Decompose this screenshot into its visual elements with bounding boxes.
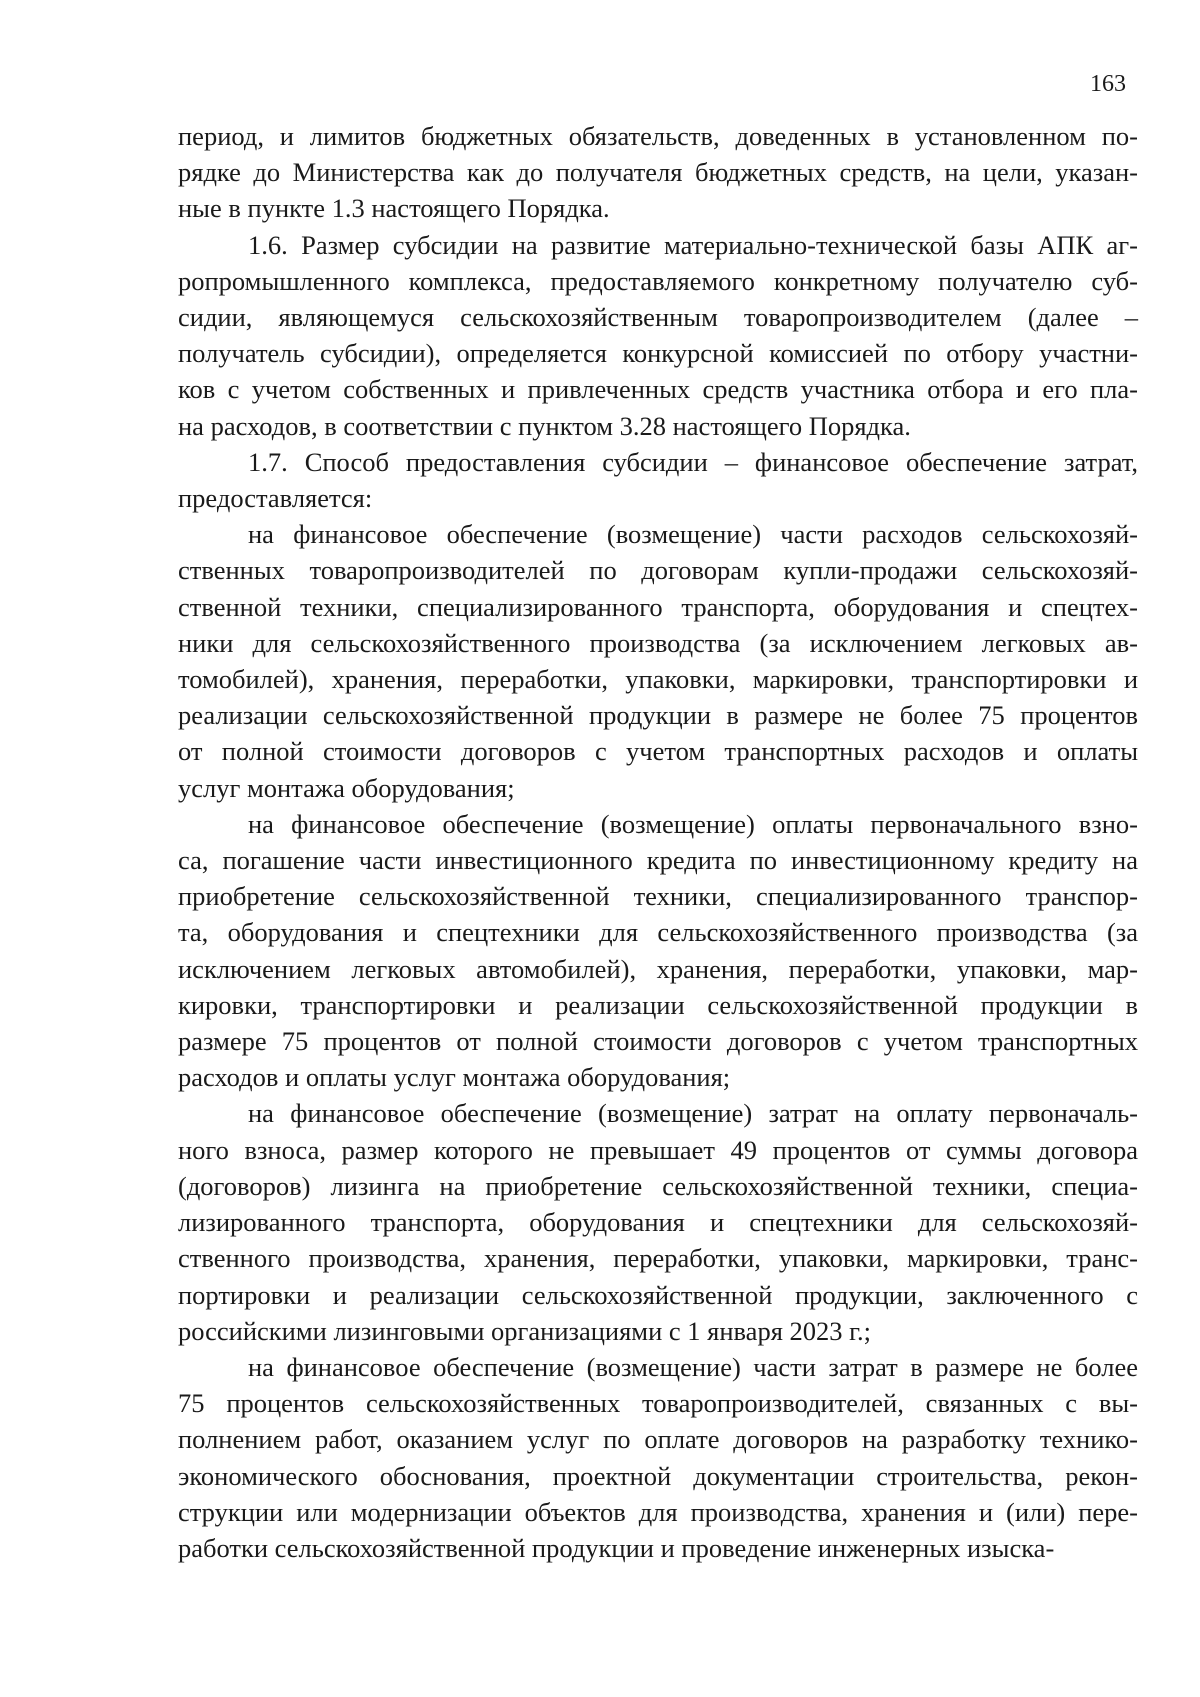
text-line: струкции или модернизации объектов для производства, хранения и (или) пере- <box>178 1496 1138 1527</box>
paragraph <box>178 516 1138 806</box>
text-line: приобретение сельскохозяйственной техники, специализированного транспор- <box>178 881 1138 912</box>
text-line: исключением легковых автомобилей), хранения, переработки, упаковки, мар- <box>178 953 1138 984</box>
text-line: на финансовое обеспечение (возмещение) оплаты первоначального взно- <box>248 808 1138 839</box>
text-line: та, оборудования и спецтехники для сельскохозяйственного производства (за <box>178 917 1138 948</box>
text-line: ков с учетом собственных и привлеченных средств участника отбора и его пла- <box>178 374 1138 405</box>
text-line: расходов и оплаты услуг монтажа оборудования; <box>178 1062 731 1093</box>
paragraph <box>178 227 1138 444</box>
paragraph <box>178 1349 1138 1566</box>
text-line: полнением работ, оказанием услуг по оплате договоров на разработку технико- <box>178 1424 1138 1455</box>
paragraph <box>178 1095 1138 1348</box>
text-line: портировки и реализации сельскохозяйственной продукции, заключенного с <box>178 1279 1138 1310</box>
text-line: на финансовое обеспечение (возмещение) части затрат в размере не более <box>248 1351 1138 1382</box>
text-line: 75 процентов сельскохозяйственных товаропроизводителей, связанных с вы- <box>178 1388 1138 1419</box>
document-body <box>178 118 1138 1566</box>
text-line: реализации сельскохозяйственной продукции в размере не более 75 процентов <box>178 700 1138 731</box>
text-line: (договоров) лизинга на приобретение сельскохозяйственной техники, специа- <box>178 1170 1138 1201</box>
text-line: ники для сельскохозяйственного производства (за исключением легковых ав- <box>178 627 1138 658</box>
text-line: услуг монтажа оборудования; <box>178 772 515 803</box>
text-line: ного взноса, размер которого не превышает 49 процентов от суммы договора <box>178 1134 1138 1165</box>
text-line: ственных товаропроизводителей по договорам купли-продажи сельскохозяй- <box>178 555 1138 586</box>
text-line: ные в пункте 1.3 настоящего Порядка. <box>178 193 610 224</box>
text-line: предоставляется: <box>178 483 373 514</box>
text-line: томобилей), хранения, переработки, упаковки, маркировки, транспортировки и <box>178 664 1138 695</box>
text-line: кировки, транспортировки и реализации сельскохозяйственной продукции в <box>178 989 1138 1020</box>
text-line: работки сельскохозяйственной продукции и проведение инженерных изыска- <box>178 1532 1055 1563</box>
paragraph <box>178 444 1138 516</box>
page-number: 163 <box>1090 71 1126 97</box>
text-line: от полной стоимости договоров с учетом транспортных расходов и оплаты <box>178 736 1138 767</box>
text-line: 1.6. Размер субсидии на развитие материально-технической базы АПК аг- <box>248 229 1138 260</box>
text-line: лизированного транспорта, оборудования и спецтехники для сельскохозяй- <box>178 1207 1138 1238</box>
paragraph <box>178 118 1138 227</box>
text-line: ственного производства, хранения, переработки, упаковки, маркировки, транс- <box>178 1243 1138 1274</box>
text-line: рядке до Министерства как до получателя бюджетных средств, на цели, указан- <box>178 157 1138 188</box>
text-line: ственной техники, специализированного транспорта, оборудования и спецтех- <box>178 591 1138 622</box>
text-line: экономического обоснования, проектной документации строительства, рекон- <box>178 1460 1138 1491</box>
text-line: 1.7. Способ предоставления субсидии – финансовое обеспечение затрат, <box>248 446 1138 477</box>
paragraph <box>178 806 1138 1096</box>
text-line: ропромышленного комплекса, предоставляемого конкретному получателю суб- <box>178 265 1138 296</box>
text-line: сидии, являющемуся сельскохозяйственным товаропроизводителем (далее – <box>178 302 1138 333</box>
text-line: российскими лизинговыми организациями с 1 января 2023 г.; <box>178 1315 871 1346</box>
text-line: на финансовое обеспечение (возмещение) части расходов сельскохозяй- <box>248 519 1138 550</box>
text-line: получатель субсидии), определяется конкурсной комиссией по отбору участни- <box>178 338 1138 369</box>
text-line: са, погашение части инвестиционного кредита по инвестиционному кредиту на <box>178 845 1138 876</box>
text-line: на расходов, в соответствии с пунктом 3.28 настоящего Порядка. <box>178 410 911 441</box>
text-line: на финансовое обеспечение (возмещение) затрат на оплату первоначаль- <box>248 1098 1138 1129</box>
text-line: период, и лимитов бюджетных обязательств, доведенных в установленном по- <box>178 121 1138 151</box>
text-line: размере 75 процентов от полной стоимости договоров с учетом транспортных <box>178 1026 1138 1057</box>
